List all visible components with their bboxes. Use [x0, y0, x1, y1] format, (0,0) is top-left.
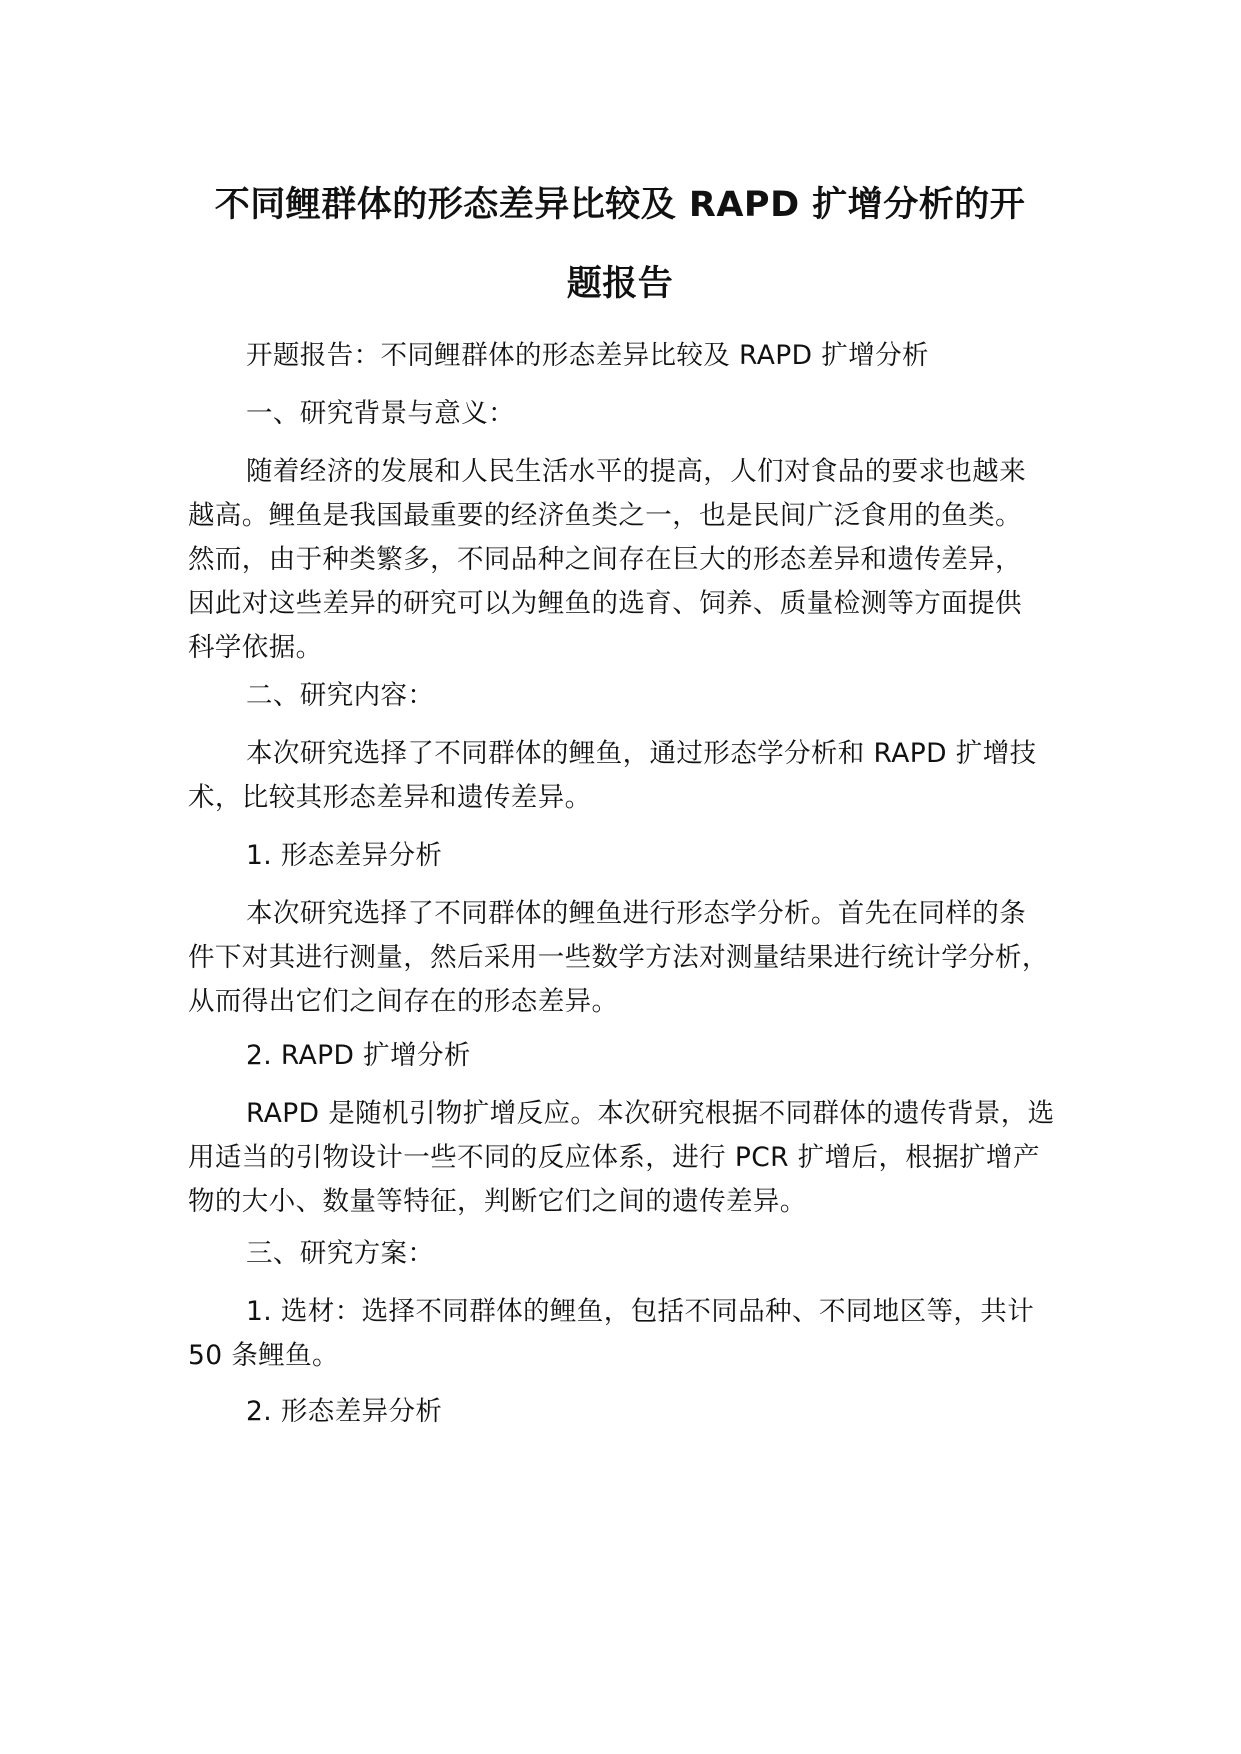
text-line: 随着经济的发展和人民生活水平的提高，人们对食品的要求也越来 [246, 456, 1027, 487]
text-line: 从而得出它们之间存在的形态差异。 [188, 986, 619, 1017]
text-line: 二、研究内容： [246, 680, 435, 711]
subsection-heading-rapd [188, 1034, 1088, 1078]
text-line: 用适当的引物设计一些不同的反应体系，进行 PCR 扩增后，根据扩增产 [188, 1142, 1040, 1173]
subsection-heading-morphology [188, 834, 1088, 878]
text-line: 本次研究选择了不同群体的鲤鱼，通过形态学分析和 RAPD 扩增技 [246, 738, 1037, 769]
text-line: 三、研究方案： [246, 1238, 435, 1269]
text-line: 50 条鲤鱼。 [188, 1340, 339, 1371]
plan-item-1 [188, 1290, 1088, 1378]
document-title-line-2: 题报告 [566, 264, 674, 304]
plan-item-2 [188, 1390, 1088, 1434]
morphology-paragraph [188, 892, 1088, 1024]
section-heading-content [188, 674, 1088, 718]
text-line: 2. 形态差异分析 [246, 1396, 443, 1427]
text-line: 一、研究背景与意义： [246, 398, 515, 429]
text-line: 开题报告：不同鲤群体的形态差异比较及 RAPD 扩增分析 [246, 340, 929, 371]
report-subtitle [188, 334, 1088, 378]
section-heading-background [188, 392, 1088, 436]
section-heading-plan [188, 1232, 1088, 1276]
text-line: 因此对这些差异的研究可以为鲤鱼的选育、饲养、质量检测等方面提供 [188, 588, 1022, 619]
text-line: 科学依据。 [188, 632, 323, 663]
background-paragraph [188, 450, 1088, 670]
text-line: 然而，由于种类繁多，不同品种之间存在巨大的形态差异和遗传差异， [188, 544, 1022, 575]
text-line: 2. RAPD 扩增分析 [246, 1040, 471, 1071]
rapd-paragraph [188, 1092, 1088, 1224]
text-line: 本次研究选择了不同群体的鲤鱼进行形态学分析。首先在同样的条 [246, 898, 1027, 929]
text-line: 术，比较其形态差异和遗传差异。 [188, 782, 592, 813]
text-line: 物的大小、数量等特征，判断它们之间的遗传差异。 [188, 1186, 807, 1217]
content-paragraph [188, 732, 1088, 820]
text-line: 1. 选材：选择不同群体的鲤鱼，包括不同品种、不同地区等，共计 [246, 1296, 1035, 1327]
text-line: 越高。鲤鱼是我国最重要的经济鱼类之一，也是民间广泛食用的鱼类。 [188, 500, 1022, 531]
text-line: 件下对其进行测量，然后采用一些数学方法对测量结果进行统计学分析， [188, 942, 1049, 973]
document-title-line-1: 不同鲤群体的形态差异比较及 RAPD 扩增分析的开 [214, 185, 1026, 225]
text-line: 1. 形态差异分析 [246, 840, 443, 871]
text-line: RAPD 是随机引物扩增反应。本次研究根据不同群体的遗传背景，选 [246, 1098, 1055, 1129]
